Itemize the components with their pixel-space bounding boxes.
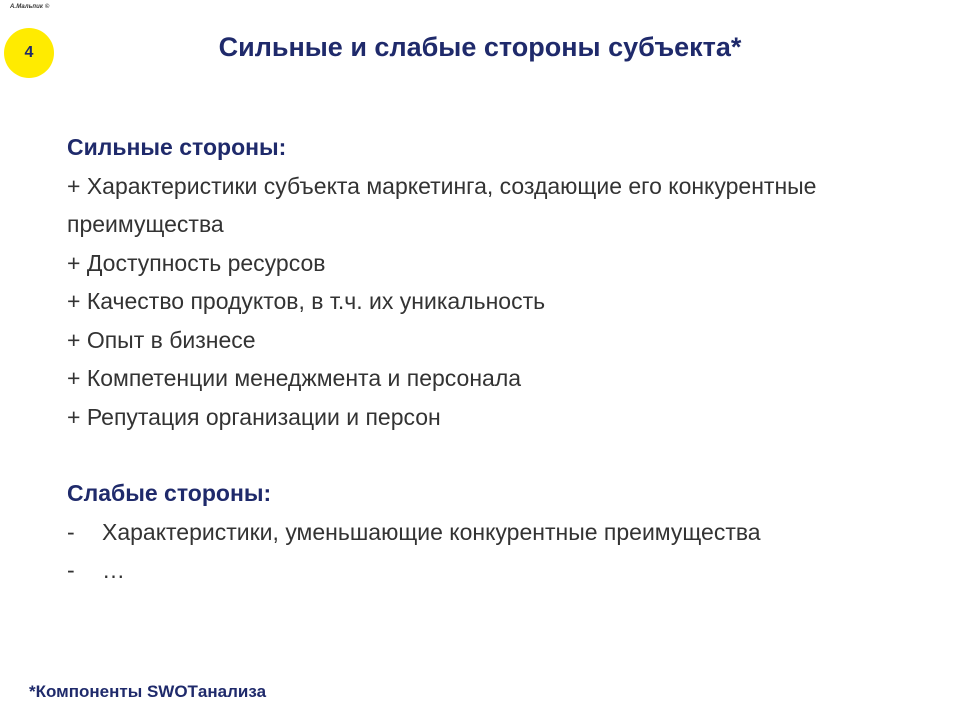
strength-item: + Репутация организации и персон	[67, 403, 441, 430]
slide-title: Сильные и слабые стороны субъекта*	[218, 32, 742, 62]
strength-item: + Компетенции менеджмента и персонала	[67, 365, 522, 391]
strength-item: + Доступность ресурсов	[67, 249, 326, 276]
dash-marker: -	[67, 518, 75, 545]
copyright-note: А.Мальпик ©	[10, 4, 50, 10]
dash-marker: -	[67, 557, 75, 583]
section-spacer	[67, 436, 927, 474]
strengths-heading: Сильные стороны:	[67, 134, 287, 160]
footnote: *Компоненты SWOTанализа	[29, 682, 267, 701]
strength-item: + Характеристики субъекта маркетинга, создающие его конкурентные преимущества	[67, 172, 817, 237]
weakness-item	[67, 513, 927, 552]
weakness-item	[67, 551, 927, 590]
slide-number: 4	[24, 44, 34, 61]
weaknesses-heading: Слабые стороны:	[67, 480, 272, 506]
strengths-list	[67, 167, 927, 437]
strength-item: + Качество продуктов, в т.ч. их уникальность	[67, 288, 546, 314]
weakness-text: Характеристики, уменьшающие конкурентные преимущества	[102, 518, 761, 545]
slide-content	[67, 128, 927, 590]
weaknesses-list	[67, 513, 927, 590]
strength-item: + Опыт в бизнесе	[67, 326, 256, 353]
weakness-text: …	[102, 557, 125, 583]
